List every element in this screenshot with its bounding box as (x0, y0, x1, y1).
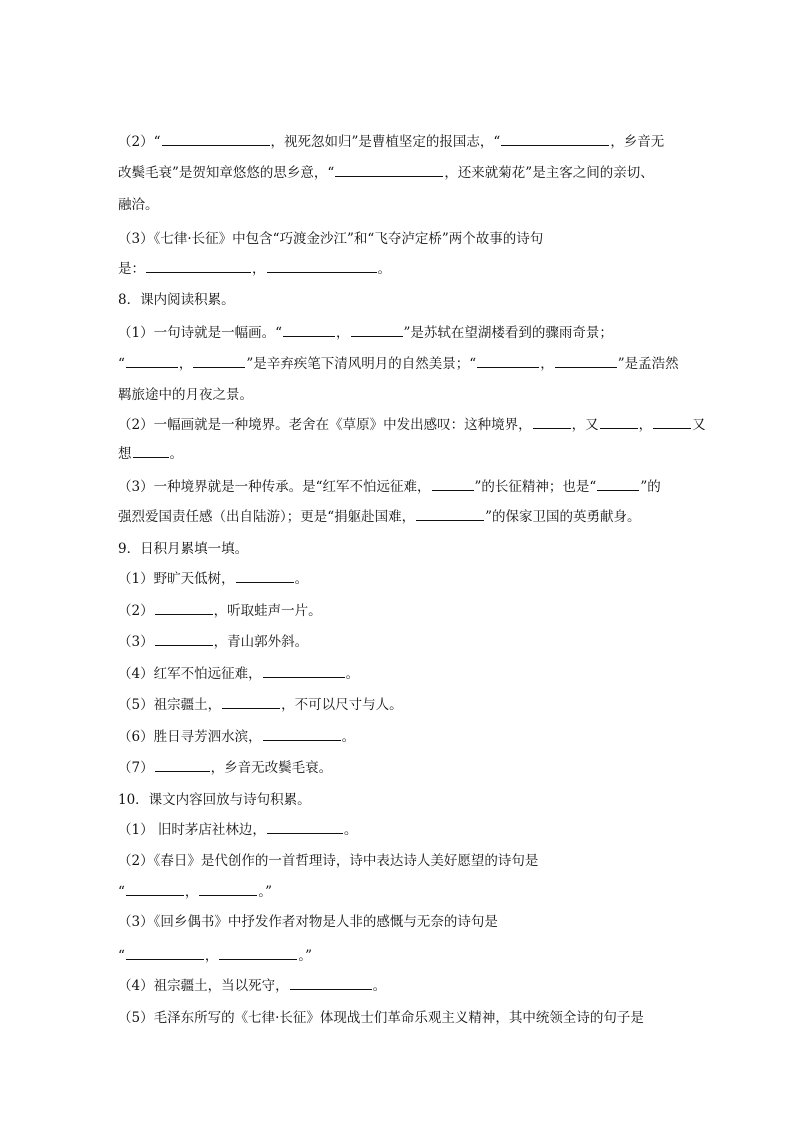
text-line (118, 975, 678, 995)
text-line (118, 631, 678, 651)
text-line (118, 819, 678, 839)
line-text: ”的保家卫国的英勇献身。 (485, 509, 641, 525)
line-text: 。 (169, 446, 183, 462)
line-text: 。 (294, 571, 309, 587)
text-line (118, 1008, 678, 1028)
line-text: ”是苏轼在望湖楼看到的骤雨奇景； (403, 325, 613, 341)
text-line (118, 476, 678, 496)
line-text: 。 (341, 729, 356, 745)
line-text: 。 (372, 978, 387, 994)
line-text: （2）《春日》是代创作的一首哲理诗，诗中表达诗人美好愿望的诗句是 (118, 853, 539, 869)
text-line (118, 851, 678, 871)
line-text: 。” (258, 884, 273, 900)
line-text: ”是孟浩然 (617, 356, 679, 372)
answer-blank[interactable] (267, 258, 377, 273)
line-text: 又 (692, 417, 706, 433)
line-text: ，乡音无 (610, 134, 665, 150)
line-text: 融洽。 (118, 197, 159, 213)
answer-blank[interactable] (267, 819, 343, 834)
line-text: （5）祖宗疆土， (118, 697, 222, 713)
line-text: （1）野旷天低树， (118, 571, 235, 587)
line-text: ，青山郭外斜。 (213, 634, 309, 650)
line-text: ”的 (640, 479, 661, 495)
line-text: （2） (118, 603, 154, 619)
line-text: （4）红军不怕远征难， (118, 666, 262, 682)
line-text: （1） 旧时茅店社林边， (118, 822, 266, 838)
text-line (118, 945, 678, 965)
line-text: （2）“ (118, 134, 161, 150)
line-text: 9．日积月累填一填。 (118, 541, 249, 557)
text-line (118, 258, 678, 278)
text-line (118, 443, 678, 463)
answer-blank[interactable] (263, 726, 341, 741)
answer-blank[interactable] (290, 975, 372, 990)
answer-blank[interactable] (236, 568, 294, 583)
answer-blank[interactable] (533, 414, 571, 429)
line-text: （7） (118, 760, 154, 776)
answer-blank[interactable] (416, 506, 484, 521)
line-text: （3）《七律·长征》中包含“巧渡金沙江”和“飞夺泸定桥”两个故事的诗句 (118, 231, 544, 247)
text-line (118, 726, 678, 746)
text-line (118, 131, 678, 151)
line-text: （3） (118, 634, 154, 650)
line-text: （5）毛泽东所写的《七律·长征》体现战士们革命乐观主义精神，其中统领全诗的句子是 (118, 1010, 644, 1026)
answer-blank[interactable] (199, 881, 257, 896)
line-text: 。 (343, 822, 358, 838)
line-text: （6）胜日寻芳泗水滨， (118, 729, 262, 745)
answer-blank[interactable] (126, 353, 178, 368)
text-line (118, 414, 706, 434)
line-text: “ (118, 948, 125, 964)
text-line (118, 912, 678, 932)
text-line (118, 162, 678, 182)
line-text: ，又 (571, 417, 599, 433)
line-text: （1）一句诗就是一幅画。“ (118, 325, 282, 341)
answer-blank[interactable] (222, 694, 280, 709)
answer-blank[interactable] (432, 476, 474, 491)
line-text: 想 (118, 446, 132, 462)
answer-blank[interactable] (653, 414, 691, 429)
line-text: ，乡音无改鬓毛衰。 (210, 760, 333, 776)
answer-blank[interactable] (155, 600, 213, 615)
answer-blank[interactable] (219, 945, 297, 960)
line-text: 羁旅途中的月夜之景。 (118, 387, 253, 403)
line-text: （4）祖宗疆土，当以死守， (118, 978, 289, 994)
answer-blank[interactable] (351, 322, 403, 337)
answer-blank[interactable] (155, 757, 210, 772)
answer-blank[interactable] (600, 414, 638, 429)
line-text: ， (336, 325, 350, 341)
answer-blank[interactable] (126, 945, 204, 960)
line-text: 。” (298, 948, 313, 964)
line-text: ， (638, 417, 653, 433)
line-text: （2）一幅画就是一种境界。老舍在《草原》中发出感叹：这种境界， (118, 417, 532, 433)
answer-blank[interactable] (263, 663, 345, 678)
line-text: ，听取蛙声一片。 (213, 603, 322, 619)
text-line (118, 195, 678, 215)
answer-blank[interactable] (126, 881, 184, 896)
answer-blank[interactable] (162, 131, 270, 146)
text-line (118, 506, 678, 526)
text-line (118, 568, 678, 588)
answer-blank[interactable] (477, 353, 539, 368)
line-text: ， (540, 356, 554, 372)
line-text: ， (252, 261, 266, 277)
answer-blank[interactable] (133, 443, 169, 458)
answer-blank[interactable] (555, 353, 617, 368)
line-text: 。 (345, 666, 360, 682)
answer-blank[interactable] (501, 131, 609, 146)
answer-blank[interactable] (597, 476, 639, 491)
line-text: ， (178, 356, 193, 372)
text-line (118, 881, 678, 901)
text-line (118, 757, 678, 777)
line-text: ”的长征精神；也是“ (474, 479, 597, 495)
line-text: ， (204, 948, 219, 964)
line-text: 强烈爱国责任感（出自陆游）；更是“捐躯赴国难， (118, 509, 416, 525)
line-text: ”是辛弃疾笔下清风明月的自然美景；“ (246, 356, 477, 372)
text-line (118, 694, 678, 714)
line-text: （3）《回乡偶书》中抒发作者对物是人非的感慨与无奈的诗句是 (118, 914, 498, 930)
text-line (118, 322, 678, 342)
text-line (118, 790, 678, 810)
answer-blank[interactable] (283, 322, 335, 337)
line-text: 改鬓毛衰”是贺知章悠悠的思乡意，“ (118, 165, 335, 181)
answer-blank[interactable] (146, 258, 251, 273)
line-text: ，还来就菊花”是主客之间的亲切、 (444, 165, 654, 181)
text-line (118, 229, 678, 249)
line-text: 8．课内阅读积累。 (118, 292, 235, 308)
text-line (118, 385, 678, 405)
line-text: 是： (118, 261, 145, 277)
text-line (118, 600, 678, 620)
text-line (118, 353, 678, 373)
line-text: “ (118, 356, 125, 372)
line-text: “ (118, 884, 125, 900)
line-text: 10．课文内容回放与诗句积累。 (118, 792, 311, 808)
line-text: （3）一种境界就是一种传承。是“红军不怕远征难， (118, 479, 431, 495)
line-text: ， (184, 884, 199, 900)
answer-blank[interactable] (193, 353, 245, 368)
line-text: ，视死忽如归”是曹植坚定的报国志，“ (270, 134, 501, 150)
answer-blank[interactable] (335, 162, 443, 177)
line-text: ，不可以尺寸与人。 (281, 697, 403, 713)
answer-blank[interactable] (155, 631, 213, 646)
text-line (118, 290, 678, 310)
text-line (118, 663, 678, 683)
line-text: 。 (377, 261, 391, 277)
text-line (118, 539, 678, 559)
